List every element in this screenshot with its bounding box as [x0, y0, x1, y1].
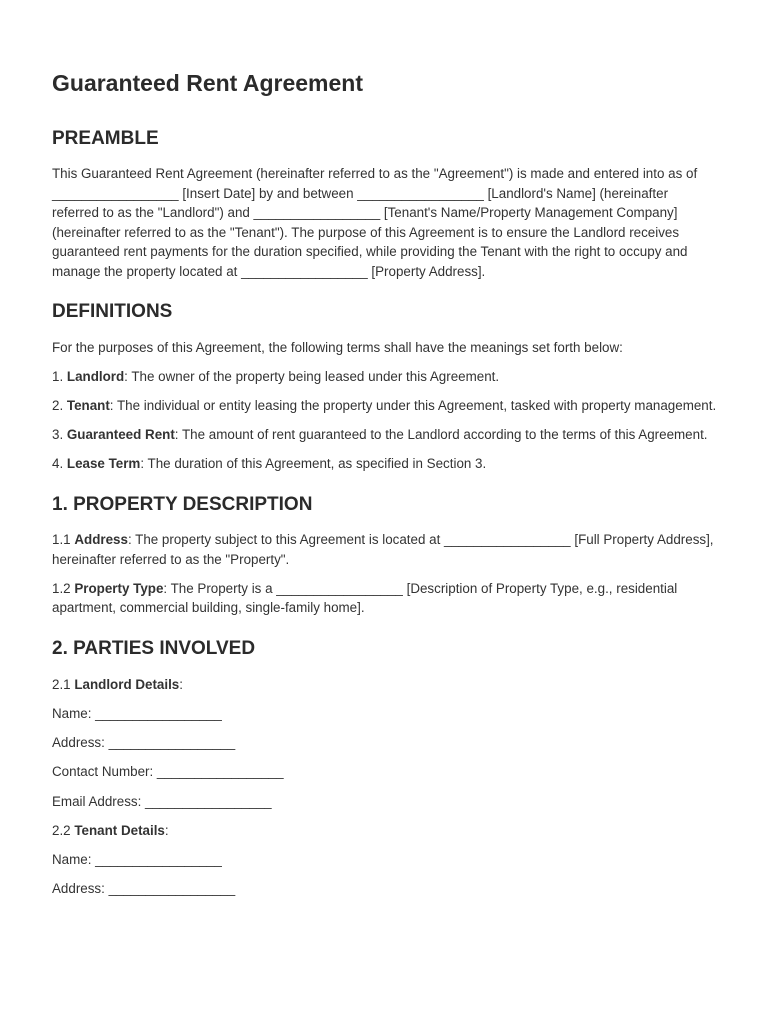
definition-term: Guaranteed Rent [66, 427, 175, 443]
clause-number: 2.1 [52, 676, 75, 692]
preamble-text: This Guaranteed Rent Agreement (hereinafter referred to as the "Agreement") is made and entered into as of _________________ [Insert Date] by and between _________________ [Landlord's Name] (hereinafter referred to as the "Landlord") and _________________ [Tenant's Name/Property Management Company] (hereinafter referred to as the "Tenant"). The purpose of this Agreement is to ensure the Landlord receives guaranteed rent payments for the duration specified, while providing the Tenant with the right to occupy and manage the property located at _________________ [Property Address]. [52, 166, 698, 279]
definition-term: Lease Term [66, 456, 141, 472]
definitions-heading: DEFINITIONS [52, 301, 173, 323]
definition-term: Tenant [66, 398, 110, 414]
clause-text: : The property subject to this Agreement is located at _________________ [Full Property Address], hereinafter referred to as the "Property". [52, 532, 714, 567]
parties-involved-section [52, 638, 718, 899]
landlord-details-heading [52, 675, 718, 695]
landlord-name-field: Name: _________________ [52, 705, 222, 721]
definitions-intro: For the purposes of this Agreement, the following terms shall have the meanings set forth below: [52, 340, 623, 356]
definitions-section [52, 301, 718, 473]
definition-number: 2. [52, 398, 67, 414]
definition-text: : The amount of rent guaranteed to the Landlord according to the terms of this Agreement. [174, 427, 708, 443]
clause-number: 2.2 [52, 822, 75, 838]
clause-term: Tenant Details [74, 822, 165, 838]
clause-term: Landlord Details [74, 676, 180, 692]
parties-involved-heading: 2. PARTIES INVOLVED [52, 637, 256, 659]
clause-suffix: : [164, 822, 169, 838]
tenant-address-field: Address: _________________ [52, 881, 236, 897]
clause-term: Address [74, 532, 128, 548]
definition-number: 1. [52, 369, 67, 385]
definition-text: : The owner of the property being leased under this Agreement. [124, 369, 500, 385]
definition-text: : The duration of this Agreement, as specified in Section 3. [140, 456, 487, 472]
clause-item [52, 579, 718, 618]
property-description-heading: 1. PROPERTY DESCRIPTION [52, 493, 313, 515]
definition-term: Landlord [66, 369, 125, 385]
landlord-contact-number-field: Contact Number: _________________ [52, 764, 284, 780]
clause-number: 1.1 [52, 532, 75, 548]
clause-term: Property Type [74, 580, 164, 596]
landlord-email-field: Email Address: _________________ [52, 793, 272, 809]
definition-item [52, 396, 718, 416]
property-description-section [52, 494, 718, 618]
definition-item [52, 367, 718, 387]
clause-text: : The Property is a _________________ [Description of Property Type, e.g., residential apartment, commercial building, single-family home]. [52, 580, 678, 616]
landlord-address-field: Address: _________________ [52, 735, 236, 751]
preamble-section [52, 128, 718, 282]
clause-suffix: : [179, 676, 183, 692]
tenant-name-field: Name: _________________ [52, 851, 222, 867]
definition-number: 3. [52, 427, 67, 443]
definition-number: 4. [52, 456, 67, 472]
tenant-details-heading [52, 821, 718, 841]
document-title: Guaranteed Rent Agreement [52, 70, 363, 96]
definition-item [52, 425, 718, 445]
clause-number: 1.2 [52, 580, 75, 596]
preamble-heading: PREAMBLE [52, 127, 159, 149]
definition-item [52, 454, 718, 474]
definition-text: : The individual or entity leasing the property under this Agreement, tasked with property management. [109, 398, 717, 414]
clause-item [52, 530, 718, 569]
